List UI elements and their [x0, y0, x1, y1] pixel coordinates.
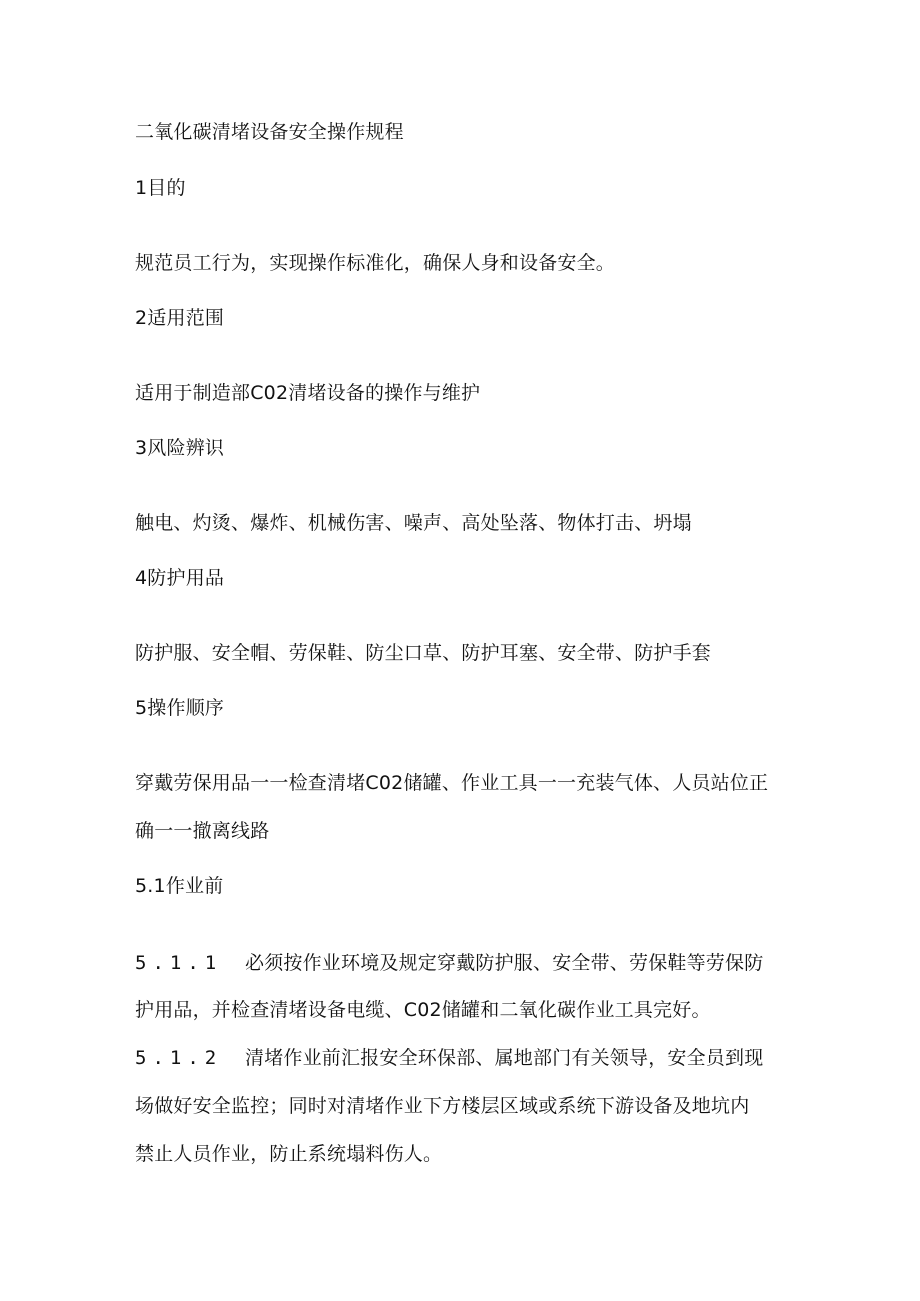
- item-5-1-1-line2: 护用品，并检查清堵设备电缆、C02储罐和二氧化碳作业工具完好。: [135, 999, 711, 1021]
- item-5-1-1-number: 5.1.1: [135, 952, 223, 974]
- section-ppe-text: 防护服、安全帽、劳保鞋、防尘口草、防护耳塞、安全带、防护手套: [135, 642, 712, 664]
- item-5-1-2-line1: [135, 1045, 795, 1072]
- item-5-1-1-text-line1: 必须按作业环境及规定穿戴防护服、安全带、劳保鞋等劳保防: [245, 952, 764, 974]
- section-scope-text: 适用于制造部C02清堵设备的操作与维护: [135, 382, 481, 404]
- item-5-1-2-line3: 禁止人员作业，防止系统塌料伤人。: [135, 1143, 443, 1165]
- item-5-1-2-text-line1: 清堵作业前汇报安全环保部、属地部门有关领导，安全员到现: [245, 1047, 764, 1069]
- section-risk-text: 触电、灼烫、爆炸、机械伤害、噪声、高处坠落、物体打击、坍塌: [135, 512, 692, 534]
- item-5-1-1-line1: [135, 950, 795, 977]
- section-purpose-text: 规范员工行为，实现操作标准化，确保人身和设备安全。: [135, 252, 616, 274]
- section-sequence-text-line2: 确一一撤离线路: [135, 820, 270, 842]
- section-scope-heading: 2适用范围: [135, 307, 225, 329]
- section-purpose-heading: 1目的: [135, 177, 186, 199]
- document-title: 二氧化碳清堵设备安全操作规程: [135, 121, 404, 143]
- item-5-1-2-number: 5.1.2: [135, 1047, 223, 1069]
- section-risk-heading: 3风险辨识: [135, 437, 225, 459]
- item-5-1-2-line2: 场做好安全监控；同时对清堵作业下方楼层区域或系统下游设备及地坑内: [135, 1095, 750, 1117]
- section-before-work-heading: 5.1作业前: [135, 875, 224, 897]
- section-sequence-text-line1: 穿戴劳保用品一一检查清堵C02储罐、作业工具一一充装气体、人员站位正: [135, 772, 769, 794]
- section-sequence-heading: 5操作顺序: [135, 697, 225, 719]
- section-ppe-heading: 4防护用品: [135, 567, 225, 589]
